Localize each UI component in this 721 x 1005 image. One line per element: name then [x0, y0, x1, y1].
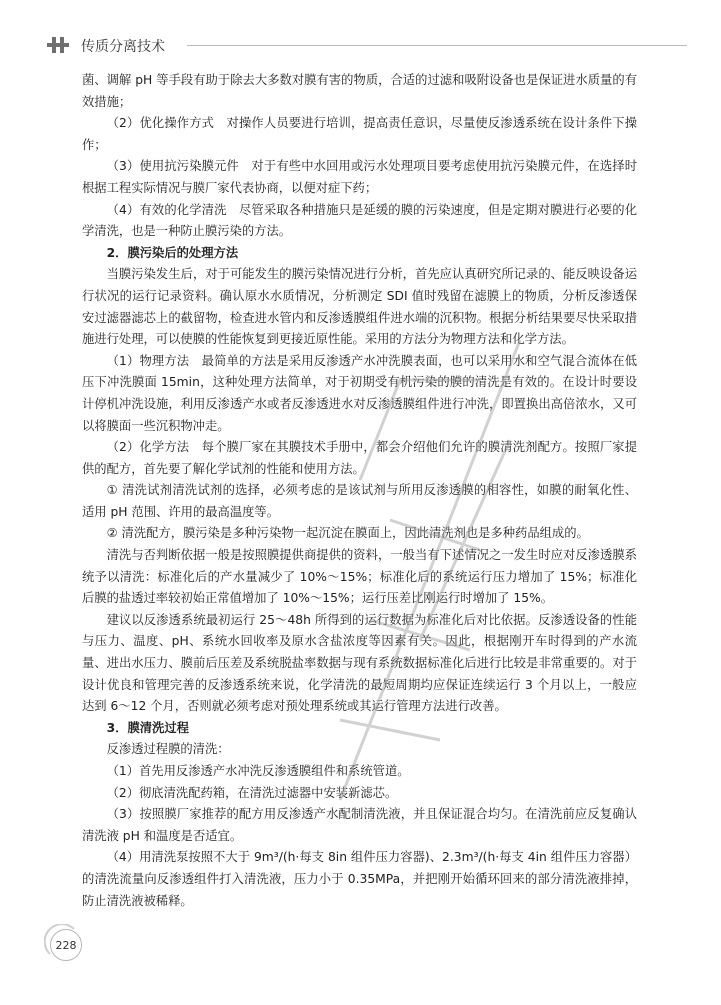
- running-header: [47, 34, 687, 58]
- paragraph-9: ② 清洗配方，膜污染是多种污染物一起沉淀在膜面上，因此清洗剂也是多种药品组成的。: [106, 526, 589, 541]
- paragraph-11: 建议以反渗透系统最初运行 25～48h 所得到的运行数据为标准化后对比依据。反渗透设备的性能与压力、温度、pH、系统水回收率及原水含盐浓度等因素有关。因此，根据刚开车时得到的产水流量、进出水压力、膜前后压差及系统脱盐率数据与现有系统数据标准化后进行比较是非常重要的。对于设计优良和管理完善的反渗透系统来说，化学清洗的最短周期均应保证连续运行 3 个月以上，一般应达到 6～12 个月，否则就必须考虑对预处理系统或其运行管理方法进行改善。: [82, 612, 637, 714]
- paragraph-6: （1）物理方法 最简单的方法是采用反渗透产水冲洗膜表面，也可以采用水和空气混合流体在低压下冲洗膜面 15min，这种处理方法简单，对于初期受有机污染的膜的清洗是有效的。在设计时要设计停机冲洗设施，利用反渗透产水或者反渗透进水对反渗透膜组件进行冲洗，即置换出高倍浓水，又可以将膜面一些沉积物冲走。: [82, 353, 637, 433]
- section-heading-3: 3．膜清洗过程: [106, 720, 189, 735]
- section-heading-2: 2．膜污染后的处理方法: [106, 245, 239, 260]
- paragraph-3: （3）使用抗污染膜元件 对于有些中水回用或污水处理项目要考虑使用抗污染膜元件，在选择时根据工程实际情况与膜厂家代表协商，以便对症下药；: [82, 159, 637, 195]
- book-title: 传质分离技术: [81, 39, 165, 55]
- paragraph-7: （2）化学方法 每个膜厂家在其膜技术手册中，都会介绍他们允许的膜清洗剂配方。按照厂家提供的配方，首先要了解化学试剂的性能和使用方法。: [82, 440, 637, 476]
- paragraph-15: （3）按照膜厂家推荐的配方用反渗透产水配制清洗液，并且保证混合均匀。在清洗前应反复确认清洗液 pH 和温度是否适宜。: [82, 807, 637, 843]
- paragraph-16: （4）用清洗泵按照不大于 9m³/(h·每支 8in 组件压力容器)、2.3m³/(h·每支 4in 组件压力容器）的清洗流量向反渗透组件打入清洗液，压力小于 0.35MPa，并把刚开始循环回来的部分清洗液排掉，防止清洗液被稀释。: [82, 850, 637, 908]
- header-rule: [187, 45, 687, 46]
- paragraph-4: （4）有效的化学清洗 尽管采取各种措施只是延缓的膜的污染速度，但是定期对膜进行必要的化学清洗，也是一种防止膜污染的方法。: [82, 202, 637, 239]
- paragraph-10: 清洗与否判断依据一般是按照膜提供商提供的资料，一般当有下述情况之一发生时应对反渗透膜系统予以清洗：标准化后的产水量减少了 10%～15%；标准化后的系统运行压力增加了 15%；标准化后膜的盐透过率较初始正常值增加了 10%～15%；运行压差比刚运行时增加了 15%。: [82, 548, 637, 606]
- paragraph-8: ① 清洗试剂清洗试剂的选择，必须考虑的是该试剂与所用反渗透膜的相容性，如膜的耐氧化性、适用 pH 范围、许用的最高温度等。: [82, 483, 637, 519]
- paragraph-1: 菌、调解 pH 等手段有助于除去大多数对膜有害的物质，合适的过滤和吸附设备也是保证进水质量的有效措施；: [82, 73, 637, 109]
- header-logo-icon: [47, 36, 69, 54]
- paragraph-5: 当膜污染发生后，对于可能发生的膜污染情况进行分析，首先应认真研究所记录的、能反映设备运行状况的运行记录资料。确认原水水质情况，分析测定 SDI 值时残留在滤膜上的物质，分析反渗透保安过滤器滤芯上的截留物，检查进水管内和反渗透膜组件进水端的沉积物。根据分析结果要尽快采取措施进行处理，可以使膜的性能恢复到更接近原性能。采用的方法分为物理方法和化学方法。: [82, 267, 637, 347]
- paragraph-12: 反渗透过程膜的清洗：: [106, 742, 230, 757]
- paragraph-2: （2）优化操作方式 对操作人员要进行培训，提高责任意识，尽量使反渗透系统在设计条件下操作；: [82, 116, 637, 152]
- page-number: 228: [50, 929, 82, 961]
- paragraph-14: （2）彻底清洗配药箱，在清洗过滤器中安装新滤芯。: [106, 785, 398, 800]
- paragraph-13: （1）首先用反渗透产水冲洗反渗透膜组件和系统管道。: [106, 764, 410, 778]
- page-body: [82, 70, 637, 912]
